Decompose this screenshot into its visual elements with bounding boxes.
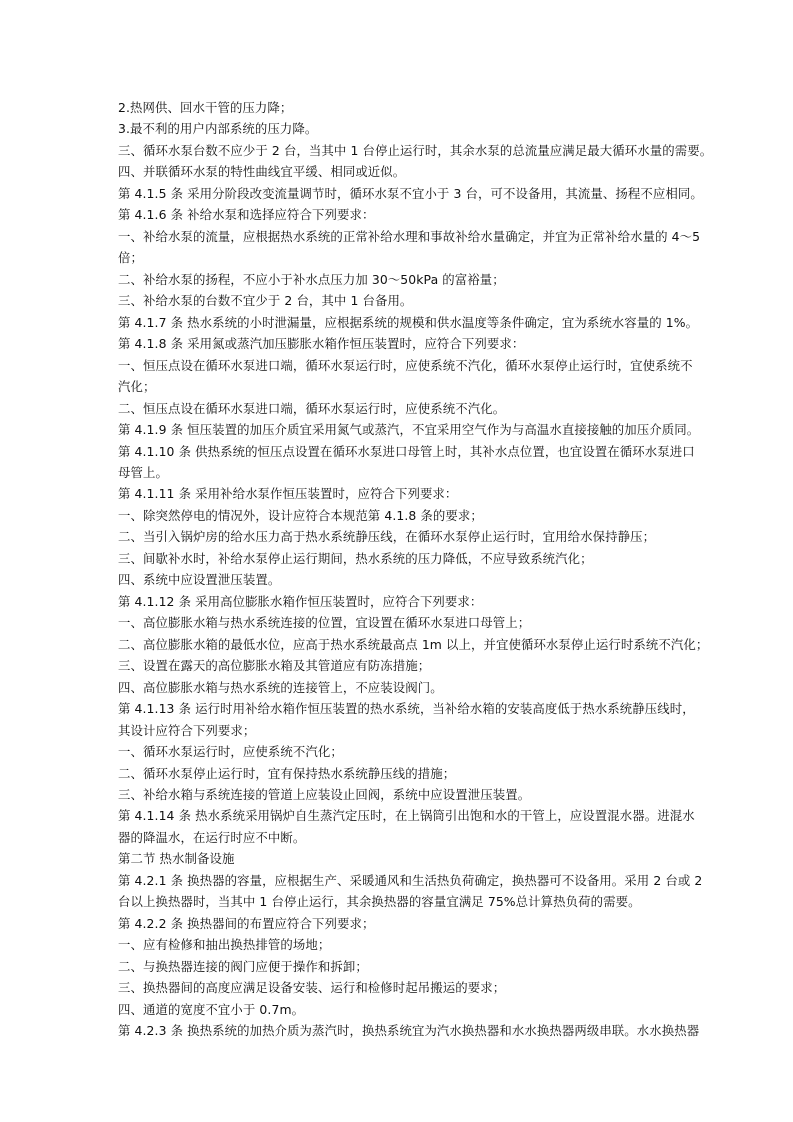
text-line: 一、补给水泵的流量，应根据热水系统的正常补给水理和事故补给水量确定，并宜为正常补给水量的 4～5 <box>118 228 701 244</box>
text-line: 第 4.1.6 条 补给水泵和选择应符合下列要求： <box>118 207 375 223</box>
text-line: 第 4.2.2 条 换热器间的布置应符合下列要求； <box>118 915 375 931</box>
text-line: 第 4.2.3 条 换热系统的加热介质为蒸汽时，换热系统宜为汽水换热器和水水换热器两级串联。水水换热器 <box>118 1023 700 1039</box>
text-line: 第 4.1.5 条 采用分阶段改变流量调节时，循环水泵不宜小于 3 台，可不设备用，其流量、扬程不应相同。 <box>118 185 703 201</box>
text-line: 倍； <box>118 250 143 266</box>
text-line: 二、恒压点设在循环水泵进口端，循环水泵运行时，应使系统不汽化。 <box>118 400 506 416</box>
text-line: 一、恒压点设在循环水泵进口端，循环水泵运行时，应使系统不汽化，循环水泵停止运行时，宜使系统不 <box>118 357 693 373</box>
text-line: 第 4.1.14 条 热水系统采用锅炉自生蒸汽定压时，在上锅筒引出饱和水的干管上，应设置混水器。进混水 <box>118 808 695 824</box>
text-line: 二、与换热器连接的阀门应便于操作和拆卸； <box>118 958 368 974</box>
document-body <box>118 97 713 1042</box>
text-line: 第 4.1.8 条 采用氮或蒸汽加压膨胀水箱作恒压装置时，应符合下列要求： <box>118 336 525 352</box>
text-line: 二、当引入锅炉房的给水压力高于热水系统静压线，在循环水泵停止运行时，宜用给水保持静压； <box>118 529 656 545</box>
text-line: 三、换热器间的高度应满足设备安装、运行和检修时起吊搬运的要求； <box>118 980 506 996</box>
text-line: 第 4.1.13 条 运行时用补给水箱作恒压装置的热水系统，当补给水箱的安装高度低于热水系统静压线时， <box>118 701 695 717</box>
text-line: 汽化； <box>118 379 156 395</box>
text-line: 第 4.1.12 条 采用高位膨胀水箱作恒压装置时，应符合下列要求： <box>118 593 483 609</box>
text-line: 第二节 热水制备设施 <box>118 851 235 867</box>
text-line: 第 4.1.7 条 热水系统的小时泄漏量，应根据系统的规模和供水温度等条件确定，宜为系统水容量的 1%。 <box>118 314 699 330</box>
text-line: 三、设置在露天的高位膨胀水箱及其管道应有防冻措施； <box>118 658 431 674</box>
text-line: 四、通道的宽度不宜小于 0.7m。 <box>118 1001 305 1017</box>
text-line: 三、补给水箱与系统连接的管道上应装设止回阀，系统中应设置泄压装置。 <box>118 787 531 802</box>
text-line: 三、循环水泵台数不应少于 2 台，当其中 1 台停止运行时，其余水泵的总流量应满足最大循环水量的需要。 <box>118 142 713 158</box>
text-line: 第 4.2.1 条 换热器的容量，应根据生产、采暖通风和生活热负荷确定，换热器可不设备用。采用 2 台或 2 <box>118 872 703 888</box>
text-line: 第 4.1.9 条 恒压装置的加压介质宜采用氮气或蒸汽，不宜采用空气作为与高温水直接接触的加压介质同。 <box>118 422 700 438</box>
text-line: 2.热网供、回水干管的压力降； <box>118 100 293 115</box>
text-line: 台以上换热器时，当其中 1 台停止运行，其余换热器的容量宜满足 75%总计算热负荷的需要。 <box>118 894 641 910</box>
text-line: 第 4.1.11 条 采用补给水泵作恒压装置时，应符合下列要求： <box>118 486 458 502</box>
text-line: 四、系统中应设置泄压装置。 <box>118 572 281 588</box>
text-line: 一、高位膨胀水箱与热水系统连接的位置，宜设置在循环水泵进口母管上； <box>118 615 531 631</box>
text-line: 其设计应符合下列要求； <box>118 722 256 738</box>
text-line: 母管上。 <box>118 464 168 480</box>
text-line: 二、补给水泵的扬程，不应小于补水点压力加 30～50kPa 的富裕量； <box>118 271 505 287</box>
text-line: 二、循环水泵停止运行时，宜有保持热水系统静压线的措施； <box>118 765 456 781</box>
text-line: 3.最不利的用户内部系统的压力降。 <box>118 121 318 137</box>
text-line: 四、高位膨胀水箱与热水系统的连接管上，不应装设阀门。 <box>118 679 443 695</box>
text-line: 器的降温水，在运行时应不中断。 <box>118 829 306 845</box>
text-line: 一、除突然停电的情况外，设计应符合本规范第 4.1.8 条的要求； <box>118 507 483 523</box>
text-line: 四、并联循环水泵的特性曲线宜平缓、相同或近似。 <box>118 164 406 180</box>
text-line: 三、补给水泵的台数不宜少于 2 台，其中 1 台备用。 <box>118 293 413 309</box>
text-line: 第 4.1.10 条 供热系统的恒压点设置在循环水泵进口母管上时，其补水点位置，也宜设置在循环水泵进口 <box>118 443 695 459</box>
text-line: 三、间歇补水时，补给水泵停止运行期间，热水系统的压力降低，不应导致系统汽化； <box>118 550 593 566</box>
text-line: 一、循环水泵运行时，应使系统不汽化； <box>118 744 343 760</box>
text-line: 二、高位膨胀水箱的最低水位，应高于热水系统最高点 1m 以上，并宜使循环水泵停止运行时系统不汽化； <box>118 636 709 652</box>
text-line: 一、应有检修和抽出换热排管的场地； <box>118 937 331 953</box>
